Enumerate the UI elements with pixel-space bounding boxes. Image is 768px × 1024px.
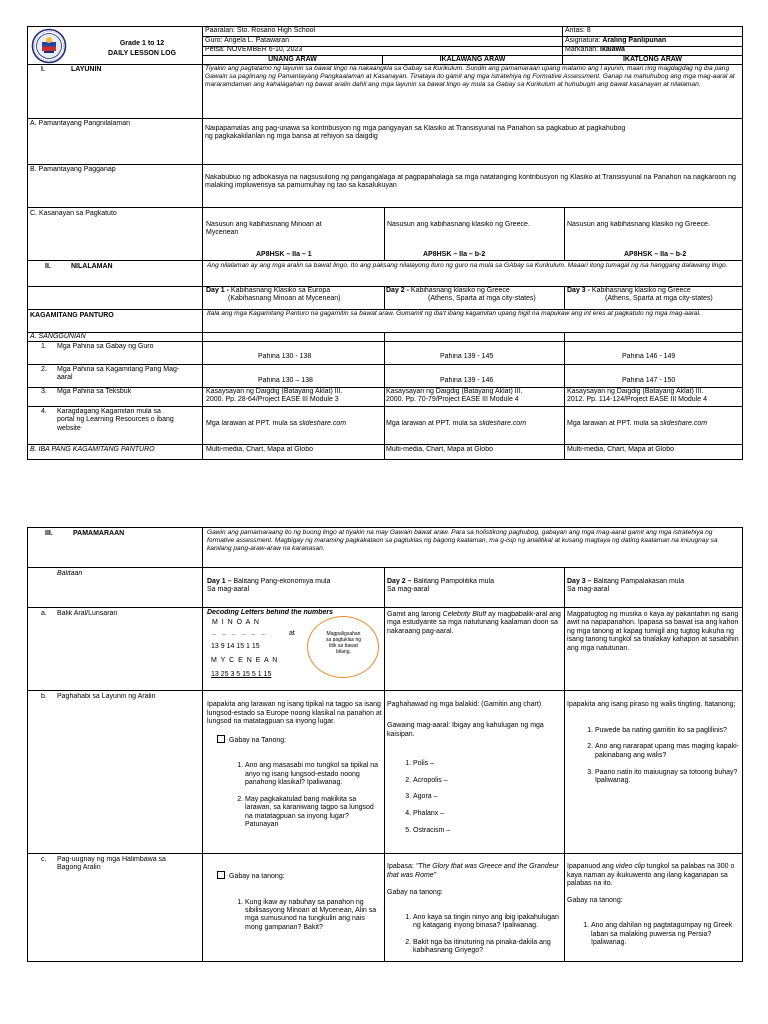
pag-uugnay-day3-questions (567, 914, 741, 956)
kagamitang-mag-aaral-day1: Pahina 130 – 138 (258, 377, 313, 384)
divider (27, 567, 743, 568)
pag-uugnay-day1-questions (207, 890, 383, 940)
pag-uugnay-day3-intro: Ipapanuod ang video clip tungkol sa palabas na 300 o kaya naman ay ikukuwento ang ilang kaganapan sa palabas na ito. (567, 863, 735, 888)
row-letter: c. (41, 856, 47, 863)
gabay-guro-day3: Pahina 146 - 149 (622, 353, 676, 360)
text-pangnilalaman: Naipapamalas ang pag-unawa sa kontribusyon ng mga pangyayari sa Klasiko at Transisyunal na Panahon sa pagkabuo at pagkahubog ng pagkakakilanlan ng mga bansa at rehiyon sa daigdig (205, 125, 626, 141)
competency-code-day3: AP8HSK – IIa – b-2 (624, 251, 687, 258)
divider (27, 207, 743, 208)
text-pagganap: Nakabubuo ng adbokasiya na nagsusulong ng pangangalaga at pagpapahalaga sa mga natatanging kontribusyon ng Klasiko at Transisyunal na Panahon na nagkaroon ng malaking impluwensya sa pamumuhay ng tao sa kasalukuyan (205, 174, 736, 190)
divider (27, 341, 743, 342)
label-kagamitang-mag-aaral: Mga Pahina sa Kagamitang Pang Mag- aaral (57, 366, 180, 382)
minoan-numbers: 13 9 14 15 1 15 (211, 643, 260, 650)
section-number: I. (41, 66, 45, 73)
connector-at: at (289, 630, 295, 637)
label-paghahabi: Paghahabi sa Layunin ng Aralin (57, 693, 156, 700)
col-divider (384, 332, 385, 460)
day2-header: IKALAWANG ARAW (439, 56, 506, 63)
border-bottom (27, 459, 743, 460)
divider (27, 853, 743, 854)
school-field: Paaralan: Sto. Rosario High School (205, 27, 316, 34)
pag-uugnay-day2-guide: Gabay na tanong: (387, 888, 443, 896)
kasanayan-day1: Nasusuri ang kabihasnang Minoan at Mycenean (206, 221, 322, 237)
border-right (742, 26, 743, 460)
karagdagang-day3: Mga larawan at PPT. mula sa slideshare.com (567, 420, 708, 427)
list-item: 2. Ano ang nararapat upang mas maging kapaki-pakinabang ang walis? (595, 743, 741, 760)
paghahabi-day3 (567, 693, 741, 851)
pag-uugnay-day2 (387, 855, 563, 959)
col-divider (202, 527, 203, 962)
paghahabi-day3-questions (567, 718, 741, 794)
col-divider (384, 567, 385, 962)
minoan-letters: M I N O A N (212, 619, 260, 626)
col-divider (384, 207, 385, 261)
label-gabay-guro: Mga Pahina sa Gabay ng Guro (57, 343, 154, 350)
label-pangnilalaman: A. Pamantayang Pangnilalaman (30, 120, 131, 127)
day1-header: UNANG ARAW (268, 56, 317, 63)
section-title-layunin: LAYUNIN (71, 66, 102, 73)
divider (27, 607, 743, 608)
divider (27, 690, 743, 691)
list-item: 3. Agora – (413, 793, 563, 801)
nilalaman-day1: Day 1 - Kabihasnang Klasiko sa Europa (Kabihasnang Minoan at Mycenean) (206, 287, 341, 303)
section-title-nilalaman: NILALAMAN (71, 263, 113, 270)
teksbuk-day1: Kasaysayan ng Daigdig (Batayang Aklat) III. 2000. Pp. 28-64/Project EASE III Module 3 (206, 388, 343, 404)
balik-aral-day2: Gamit ang larong Celebrity Bluff ay magbabalik-aral ang mga estudyante sa mga natutunang kaalaman doon sa nakaraang pag-aaral. (387, 611, 561, 635)
paghahabi-day2-intro: Paghahawad ng mga balakid: (Gamitin ang chart) (387, 701, 542, 709)
balik-aral-day3: Magpatugtog ng musika o kaya ay pakantahin ng isang awit na napapanahon. Ipapasa sa bawat isa ang kahon ng mga tanong at kapag tumigil ang tugtog kukuha ng isang tanong tungkol sa tinalakay kahapon at sasabihin ang mga natutunan. (567, 611, 739, 652)
iba-pang-day3: Multi-media, Chart, Mapa at Globo (567, 446, 674, 453)
competency-code-day2: AP8HSK – IIa – b-2 (423, 251, 486, 258)
nilalaman-description: Ang nilalaman ay ang mga aralin sa bawat lingo. Ito ang paksang nilalayong ituro ng guro na mula sa GAbay sa Kurikulum. Maaari itong tumagal ng isa hanggang dalawang lingo. (207, 262, 728, 269)
row-letter: a. (41, 610, 47, 617)
list-item: 3. Paano natin ito maiuugnay sa totoong buhay? Ipaliwanag. (595, 769, 741, 786)
row-number: 2. (41, 366, 47, 373)
deped-seal-logo (31, 28, 69, 64)
pag-uugnay-day2-questions (387, 905, 563, 959)
pamamaraan-description: Gawin ang pamamaraang ito ng buong lingo at tiyakin na may Gawain bawat araw. Para sa holistikong paghubog, gabayan ang mga mag-aaral gamit ang mga istratehiya ng formative assessment. Magbigay ng maraming pagkakataon sa pagtuklas ng bagong kaalaman, ma g-isip ng analitikal at kusang magtaya ng dating kaalaman na iniuugnay sa kanilang pang-araw-araw na karanasan. (207, 529, 718, 552)
col-divider (564, 567, 565, 962)
layunin-description: Tiyakin ang pagtatamo ng layunin sa bawat lingo na nakaangkla sa Gabay sa Kurikulum. Sundin ang pamamaraan upang matamo ang l ayunin, maari ring magdagdag ng iba pang Gawain sa paglinang ng Pamantayang Pangkaalaman at Kasanayan. Tinataya ito gamit ang mga istratehiya ng Formative Assessment. Ganap na mahuhubog ang mga mag-aaral at mararamdaman ang kahalagahan ng bawat aralin dahil ang mga layunin sa bawat lingo ay mula sa Gabay sa Kurikulum at huhubugin ang bawat kasanayan at nilalaman. (205, 65, 735, 88)
label-balik-aral: Balik Aral/Lunsaran (57, 610, 118, 617)
lesson-log-page-1 (27, 26, 743, 460)
section-number: III. (45, 530, 53, 537)
pag-uugnay-day2-intro: Ipabasa: "The Glory that was Greece and the Grandeur that was Rome" (387, 863, 559, 879)
label-pag-uugnay: Pag-uugnay ng mga Halimbawa sa Bagong Aralin (57, 856, 166, 872)
kagamitang-mag-aaral-day3: Pahina 147 - 150 (622, 377, 676, 384)
paghahabi-day2-terms (387, 751, 563, 843)
paghahabi-day1-guide: Gabay na Tanong: (207, 735, 383, 745)
balitaan-day1: Day 1 – Balitang Pang-ekonomiya mula Sa mag-aaral (207, 578, 331, 594)
divider (27, 118, 743, 119)
paghahabi-day2-task: Gawaing mag-aaral: Ibigay ang kahulugan ng mga kaisipan. (387, 722, 544, 738)
iba-pang-day1: Multi-media, Chart, Mapa at Globo (206, 446, 313, 453)
col-divider (384, 286, 385, 310)
teksbuk-day3: Kasaysayan ng Daigdig (Batayang Aklat) III. 2012. Pp. 114-124/Project EASE III Module 4 (567, 388, 707, 404)
col-divider (564, 207, 565, 261)
pag-uugnay-day3 (567, 855, 741, 959)
answer-blanks: _ _ _ _ _ _ (212, 629, 268, 636)
divider (27, 260, 743, 261)
gabay-guro-day2: Pahina 139 - 145 (440, 353, 494, 360)
competency-code-day1: AP8HSK – IIa – 1 (256, 251, 312, 258)
mycenean-letters: M Y C E N E A N (211, 657, 279, 664)
row-number: 3. (41, 388, 47, 395)
kagamitan-description: Itala ang mga Kagamitang Panturo na gagamitin sa bawat araw. Gumamit ng iba't ibang kagamitan upang higit na mapukaw ang int eres at pagkatuto ng mga mag-aaral. (207, 310, 701, 317)
divider (27, 444, 743, 445)
list-item: 1. Ano kaya sa tingin ninyo ang ibig ipakahulugan ng katagang inyong binasa? Ipaliwanag. (413, 914, 563, 931)
border-right (742, 527, 743, 962)
label-karagdagang-kagamitan: Karagdagang Kagamitan mula sa portal ng Learning Resources o ibang website (57, 408, 174, 432)
list-item: 1. Puwede ba nating gamitin ito sa paglilinis? (595, 727, 741, 735)
list-item: 2. May pagkakatulad bang makikita sa larawan, sa karaniwang tagpo sa lungsod na matatagpuan sa inyong lugar? Patunayan (245, 796, 383, 830)
list-item: 5. Ostracism – (413, 827, 563, 835)
list-item: 2. Bakit nga ba itinuturing na pinaka-dakila ang kabihasnang Griyego? (413, 939, 563, 956)
day3-header: IKATLONG ARAW (622, 56, 683, 63)
divider (27, 164, 743, 165)
pag-uugnay-day1 (207, 863, 383, 959)
section-title-pamamaraan: PAMAMARAAN (73, 530, 125, 537)
row-number: 4. (41, 408, 47, 415)
list-item: 1. Polis – (413, 760, 563, 768)
label-teksbuk: Mga Pahina sa Teksbuk (57, 388, 132, 395)
paghahabi-day1 (207, 693, 383, 851)
list-item: 1. Kung ikaw ay nabuhay sa panahon ng sibilisasyong Minoan at Mycenean, Alin sa mga sumusunod na tungkulin ang nais mong gampanan? Bakit? (245, 899, 383, 933)
divider (27, 364, 743, 365)
list-item: 1. Ano ang dahilan ng pagtatagumpay ng Greek laban sa malaking puwersa ng Persia? Ipaliwanag. (591, 922, 741, 947)
paghahabi-day3-intro: Ipapakita ang isang piraso ng walis tingting. Itatanong; (567, 701, 736, 709)
border-left (27, 527, 28, 962)
hint-circle-text: Magpaligsahan sa pagtuklas ng titik sa bawat bilang. (325, 631, 362, 655)
border-top (27, 527, 743, 528)
list-item: 2. Acropolis – (413, 777, 563, 785)
border-left (27, 26, 28, 460)
col-divider (564, 286, 565, 310)
lesson-log-page-2 (27, 527, 743, 962)
gabay-guro-day1: Pahina 130 - 138 (258, 353, 312, 360)
form-title-grade: Grade 1 to 12 (119, 40, 165, 47)
teacher-field: Guro: Angela L. Patawaran (205, 37, 290, 44)
karagdagang-day2: Mga larawan at PPT. mula sa slideshare.com (386, 420, 527, 427)
paghahabi-day2 (387, 693, 563, 851)
label-balitaan: Balitaan (57, 570, 83, 577)
col-divider (202, 26, 203, 460)
date-field: Petsa: NOVEMBER 6-10, 2023 (205, 46, 303, 53)
section-number: II. (45, 263, 51, 270)
row-number: 1. (41, 343, 47, 350)
kasanayan-day3: Nasusuri ang kabihasnang klasiko ng Greece. (567, 221, 710, 228)
label-pagganap: B. Pamantayang Pagganap (30, 166, 116, 173)
teksbuk-day2: Kasaysayan ng Daigdig (Batayang Aklat) III. 2000. Pp. 70-79/Project EASE III Module 4 (386, 388, 523, 404)
border-bottom (27, 961, 743, 962)
bullet-icon (217, 871, 225, 879)
balitaan-day3: Day 3 – Balitang Pampalakasan mula Sa mag-aaral (567, 578, 685, 594)
paghahabi-day1-questions (207, 754, 383, 838)
kasanayan-day2: Nasusuri ang kabihasnang klasiko ng Greece. (387, 221, 530, 228)
label-kasanayan: C. Kasanayan sa Pagkatuto (30, 210, 117, 217)
label-sanggunian: A. SANGGUNIAN (30, 333, 86, 340)
pag-uugnay-day3-guide: Gabay na tanong: (567, 897, 623, 905)
label-iba-pang-kagamitan: B. IBA PANG KAGAMITANG PANTURO (30, 446, 155, 453)
pag-uugnay-day1-guide: Gabay na tanong: (207, 871, 383, 881)
list-item: 1. Ano ang masasabi mo tungkol sa tipikal na anyo ng isang lungsod-estado noong panahong klasikal? Ipaliwanag. (245, 762, 383, 787)
list-item: 4. Phalanx – (413, 810, 563, 818)
karagdagang-day1: Mga larawan at PPT. mula sa slideshare.com (206, 420, 347, 427)
paghahabi-day1-intro: Ipapakita ang larawan ng isang tipikal na tagpo sa isang lungsod-estado sa Europe noong klasikal na panahon at lungsod na matatagpuan sa inyong lugar. (207, 701, 382, 726)
balitaan-day2: Day 2 – Balitang Pampolitika mula Sa mag-aaral (387, 578, 495, 594)
quarter-field: Markahan: Ikalawa (565, 46, 625, 53)
grade-field: Antas: 8 (565, 27, 591, 34)
nilalaman-day3: Day 3 - Kabihasnang klasiko ng Greece (Athens, Sparta at mga city-states) (567, 287, 713, 303)
section-title-kagamitan: KAGAMITANG PANTURO (30, 312, 114, 319)
form-title: DAILY LESSON LOG (107, 50, 177, 57)
col-divider (564, 332, 565, 460)
decoding-title: Decoding Letters behind the numbers (207, 609, 334, 616)
kagamitang-mag-aaral-day2: Pahina 139 - 146 (440, 377, 494, 384)
iba-pang-day2: Multi-media, Chart, Mapa at Globo (386, 446, 493, 453)
mycenean-numbers: 13 25 3 5 15 5 1 15 (211, 671, 272, 678)
subject-field: Asignatura: Araling Panlipunan (565, 37, 667, 44)
bullet-icon (217, 735, 225, 743)
nilalaman-day2: Day 2 - Kabihasnang klasiko ng Greece (Athens, Sparta at mga city-states) (386, 287, 536, 303)
row-letter: b. (41, 693, 47, 700)
divider (27, 406, 743, 407)
